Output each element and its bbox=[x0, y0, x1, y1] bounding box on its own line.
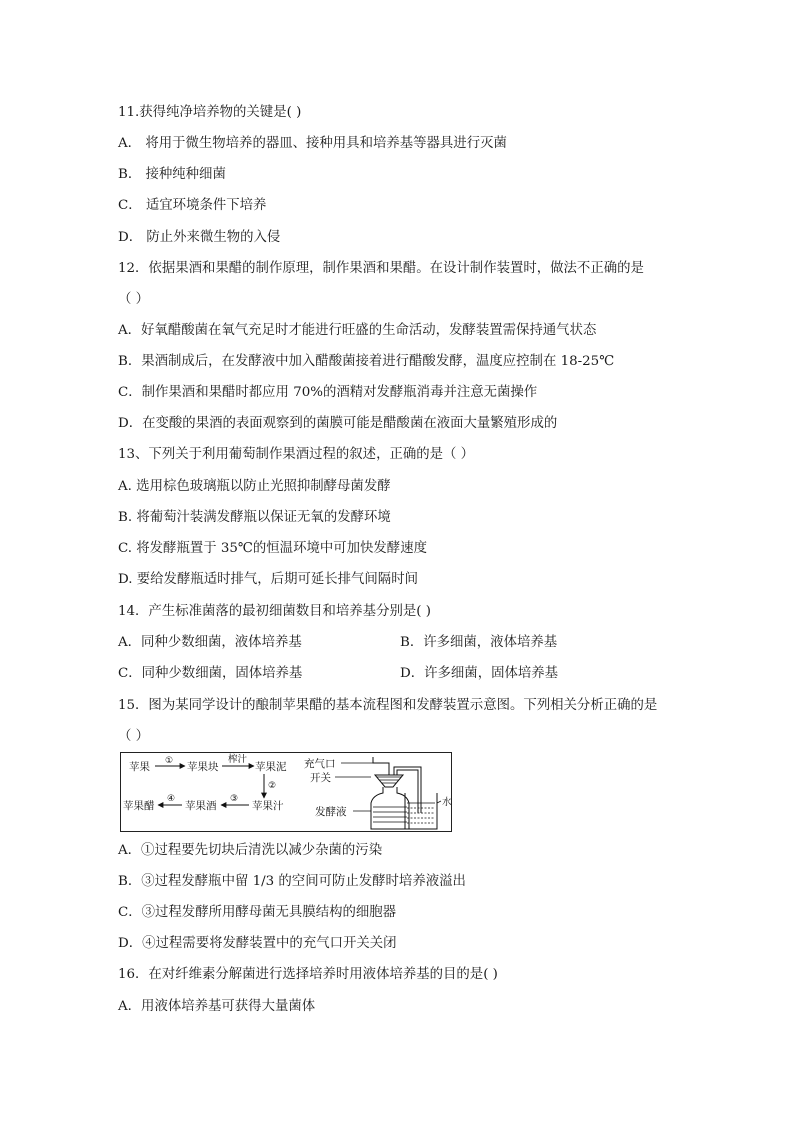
flow-apple-puree: 苹果泥 bbox=[255, 761, 287, 773]
flow-step-3: ③ bbox=[230, 794, 239, 804]
flow-step-1: ① bbox=[165, 756, 174, 766]
flow-step-4: ④ bbox=[167, 794, 176, 804]
question-15-option-d: D．④过程需要将发酵装置中的充气口开关关闭 bbox=[118, 936, 397, 951]
question-11-stem: 11.获得纯净培养物的关键是( ) bbox=[118, 105, 302, 120]
question-14-option-b: B．许多细菌，液体培养基 bbox=[400, 635, 558, 650]
question-13-option-d: D. 要给发酵瓶适时排气，后期可延长排气间隔时间 bbox=[118, 572, 418, 587]
apparatus-water-label: 水 bbox=[442, 797, 452, 808]
water-leader bbox=[437, 801, 441, 803]
flow-apple-wine: 苹果酒 bbox=[185, 800, 217, 812]
question-14-options-row-2 bbox=[118, 665, 302, 683]
outlet-tube bbox=[394, 767, 421, 813]
question-11-option-c: C． 适宜环境条件下培养 bbox=[118, 198, 267, 213]
question-15-figure bbox=[120, 752, 452, 832]
question-15-option-c: C．③过程发酵所用酵母菌无具膜结构的细胞器 bbox=[118, 905, 397, 920]
apparatus-inlet-label: 充气口 bbox=[304, 758, 336, 770]
question-12-stem: 12．依据果酒和果醋的制作原理，制作果酒和果醋。在设计制作装置时，做法不正确的是 bbox=[118, 261, 644, 276]
question-14-option-a: A．同种少数细菌，液体培养基 bbox=[118, 635, 302, 650]
question-12-option-c: C．制作果酒和果醋时都应用 70%的酒精对发酵瓶消毒并注意无菌操作 bbox=[118, 385, 538, 400]
question-15-option-a: A．①过程要先切块后清洗以减少杂菌的污染 bbox=[118, 843, 383, 858]
flow-apple-pieces: 苹果块 bbox=[187, 761, 219, 773]
question-15-stem: 15．图为某同学设计的酿制苹果醋的基本流程图和发酵装置示意图。下列相关分析正确的是 bbox=[118, 698, 658, 713]
flow-apple: 苹果 bbox=[129, 761, 150, 773]
flow-apple-juice: 苹果汁 bbox=[252, 800, 284, 812]
question-11-option-d: D． 防止外来微生物的入侵 bbox=[118, 230, 281, 245]
question-13-stem: 13、下列关于利用葡萄制作果酒过程的叙述，正确的是（ ） bbox=[118, 447, 475, 462]
question-13-option-a: A. 选用棕色玻璃瓶以防止光照抑制酵母菌发酵 bbox=[118, 479, 391, 494]
question-14-option-c: C．同种少数细菌，固体培养基 bbox=[118, 666, 303, 681]
apparatus-switch-label: 开关 bbox=[310, 772, 331, 784]
fermentation-bottle bbox=[371, 787, 409, 829]
question-16-option-a: A．用液体培养基可获得大量菌体 bbox=[118, 999, 316, 1014]
question-13-option-c: C. 将发酵瓶置于 35℃的恒温环境中可加快发酵速度 bbox=[118, 541, 427, 556]
question-11-option-b: B． 接种纯种细菌 bbox=[118, 167, 226, 182]
question-14-stem: 14．产生标准菌落的最初细菌数目和培养基分别是( ) bbox=[118, 604, 431, 619]
question-16-stem: 16．在对纤维素分解菌进行选择培养时用液体培养基的目的是( ) bbox=[118, 967, 498, 982]
question-15-option-b: B．③过程发酵瓶中留 1/3 的空间可防止发酵时培养液溢出 bbox=[118, 874, 466, 889]
question-15-stem-bracket: （ ） bbox=[118, 729, 150, 744]
flow-apple-vinegar: 苹果醋 bbox=[123, 800, 155, 812]
question-12-option-b: B．果酒制成后，在发酵液中加入醋酸菌接着进行醋酸发酵，温度应控制在 18-25℃ bbox=[118, 354, 615, 369]
question-14-option-d: D．许多细菌，固体培养基 bbox=[400, 666, 559, 681]
question-12-stem-bracket: （ ） bbox=[118, 292, 150, 307]
question-11-option-a: A． 将用于微生物培养的器皿、接种用具和培养基等器具进行灭菌 bbox=[118, 136, 507, 151]
flow-step-2: ② bbox=[268, 781, 277, 791]
flow-and-apparatus-diagram bbox=[121, 753, 453, 833]
flow-squeeze-label: 榨汁 bbox=[228, 754, 248, 765]
question-13-option-b: B. 将葡萄汁装满发酵瓶以保证无氧的发酵环境 bbox=[118, 510, 391, 525]
question-12-option-a: A．好氧醋酸菌在氧气充足时才能进行旺盛的生命活动，发酵装置需保持通气状态 bbox=[118, 323, 597, 338]
question-14-options-row-1 bbox=[118, 634, 302, 652]
apparatus-liquid-label: 发酵液 bbox=[315, 806, 347, 818]
inlet-tube bbox=[373, 757, 389, 775]
question-12-option-d: D．在变酸的果酒的表面观察到的菌膜可能是醋酸菌在液面大量繁殖形成的 bbox=[118, 416, 558, 431]
